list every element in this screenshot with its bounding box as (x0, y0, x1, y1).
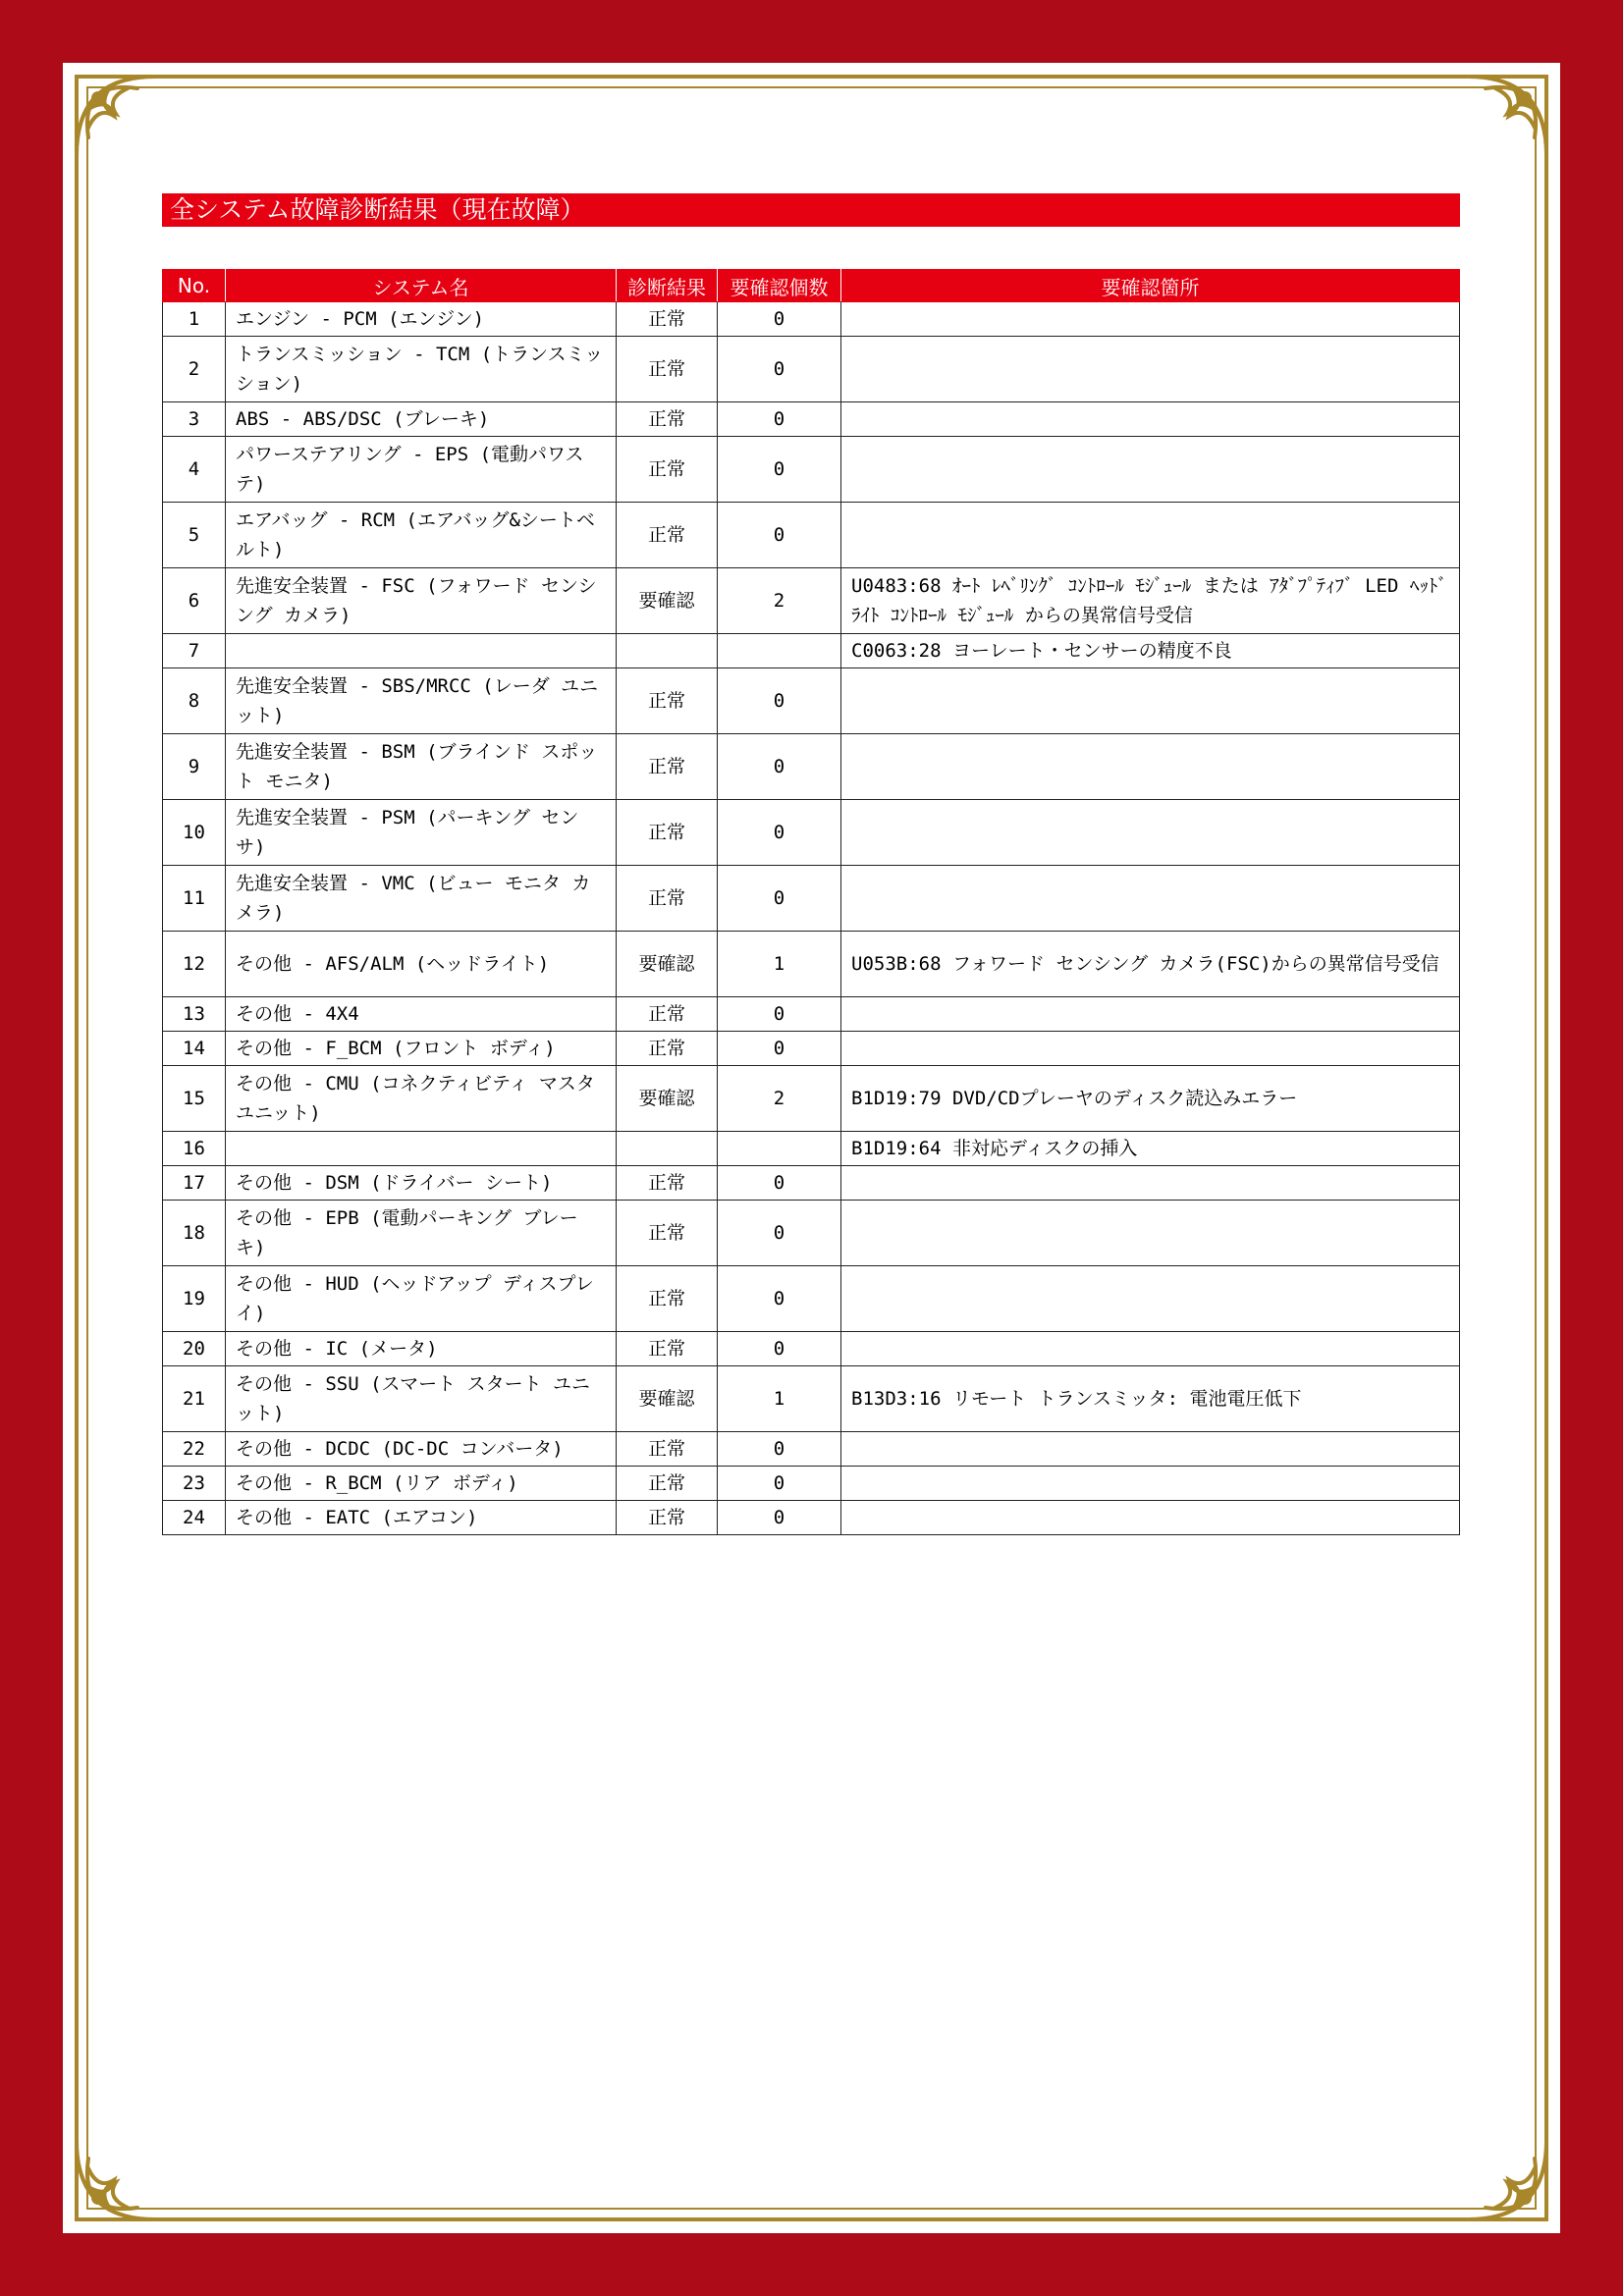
header-location: 要確認箇所 (841, 270, 1460, 302)
table-row (163, 437, 1460, 503)
table-row (163, 1132, 1460, 1166)
row-location (841, 402, 1460, 437)
row-no: 1 (163, 302, 226, 337)
row-location (841, 1332, 1460, 1366)
row-result: 要確認 (617, 1066, 718, 1132)
row-no: 9 (163, 734, 226, 800)
row-count: 0 (718, 1266, 841, 1332)
table-row (163, 634, 1460, 668)
header-result: 診断結果 (617, 270, 718, 302)
row-result: 正常 (617, 1432, 718, 1467)
row-location (841, 997, 1460, 1032)
row-count: 0 (718, 1501, 841, 1535)
row-location: B1D19:64 非対応ディスクの挿入 (841, 1132, 1460, 1166)
table-row (163, 800, 1460, 866)
row-result: 正常 (617, 437, 718, 503)
row-count: 0 (718, 503, 841, 568)
row-count (718, 1132, 841, 1166)
row-result: 正常 (617, 734, 718, 800)
table-row (163, 503, 1460, 568)
row-count: 0 (718, 402, 841, 437)
row-location (841, 866, 1460, 932)
row-no: 22 (163, 1432, 226, 1467)
row-system-name: その他 - EATC (エアコン) (226, 1501, 617, 1535)
row-location: U053B:68 フォワード センシング カメラ(FSC)からの異常信号受信 (841, 932, 1460, 997)
row-result: 正常 (617, 1032, 718, 1066)
row-count: 0 (718, 1332, 841, 1366)
row-location (841, 1432, 1460, 1467)
row-result: 要確認 (617, 1366, 718, 1432)
row-count: 0 (718, 337, 841, 402)
row-no: 13 (163, 997, 226, 1032)
row-system-name: その他 - SSU (スマート スタート ユニット) (226, 1366, 617, 1432)
row-no: 11 (163, 866, 226, 932)
table-row (163, 1432, 1460, 1467)
row-no: 23 (163, 1467, 226, 1501)
row-location (841, 302, 1460, 337)
table-row (163, 1032, 1460, 1066)
table-row (163, 568, 1460, 634)
table-row (163, 668, 1460, 734)
row-no: 15 (163, 1066, 226, 1132)
row-location: C0063:28 ヨーレート・センサーの精度不良 (841, 634, 1460, 668)
row-count: 0 (718, 668, 841, 734)
row-system-name: その他 - EPB (電動パーキング ブレーキ) (226, 1201, 617, 1266)
row-result: 正常 (617, 800, 718, 866)
row-system-name: その他 - CMU (コネクティビティ マスタ ユニット) (226, 1066, 617, 1132)
table-row (163, 1066, 1460, 1132)
table-header-row (163, 270, 1460, 302)
table-row (163, 866, 1460, 932)
row-location (841, 437, 1460, 503)
row-location (841, 1166, 1460, 1201)
row-system-name: その他 - R_BCM (リア ボディ) (226, 1467, 617, 1501)
row-location (841, 1501, 1460, 1535)
row-system-name: 先進安全装置 - PSM (パーキング センサ) (226, 800, 617, 866)
row-system-name: ABS - ABS/DSC (ブレーキ) (226, 402, 617, 437)
row-no: 10 (163, 800, 226, 866)
corner-ornament-bottom-right-icon (1460, 2133, 1554, 2227)
row-result: 正常 (617, 1201, 718, 1266)
row-system-name: その他 - 4X4 (226, 997, 617, 1032)
corner-ornament-bottom-left-icon (69, 2133, 163, 2227)
row-location (841, 1032, 1460, 1066)
row-count: 1 (718, 932, 841, 997)
row-count: 0 (718, 1032, 841, 1066)
row-no: 3 (163, 402, 226, 437)
row-system-name: その他 - IC (メータ) (226, 1332, 617, 1366)
row-no: 16 (163, 1132, 226, 1166)
row-result: 正常 (617, 668, 718, 734)
row-system-name: エンジン - PCM (エンジン) (226, 302, 617, 337)
row-count (718, 634, 841, 668)
row-location (841, 337, 1460, 402)
row-result: 要確認 (617, 932, 718, 997)
corner-ornament-top-right-icon (1460, 69, 1554, 163)
row-location: U0483:68 ｵｰﾄ ﾚﾍﾞﾘﾝｸﾞ ｺﾝﾄﾛｰﾙ ﾓｼﾞｭｰﾙ または ｱﾀﾞﾌﾟﾃｨﾌﾞ LED ﾍｯﾄﾞﾗｲﾄ ｺﾝﾄﾛｰﾙ ﾓｼﾞｭｰﾙ からの異常信号受信 (841, 568, 1460, 634)
row-no: 6 (163, 568, 226, 634)
row-location (841, 668, 1460, 734)
row-system-name: 先進安全装置 - FSC (フォワード センシング カメラ) (226, 568, 617, 634)
table-row (163, 402, 1460, 437)
table-row (163, 932, 1460, 997)
row-system-name (226, 1132, 617, 1166)
report-page (63, 63, 1560, 2233)
row-system-name: その他 - HUD (ヘッドアップ ディスプレイ) (226, 1266, 617, 1332)
row-location (841, 1266, 1460, 1332)
row-location: B13D3:16 リモート トランスミッタ: 電池電圧低下 (841, 1366, 1460, 1432)
row-system-name (226, 634, 617, 668)
header-count: 要確認個数 (718, 270, 841, 302)
table-body (163, 302, 1460, 1535)
row-no: 8 (163, 668, 226, 734)
row-count: 0 (718, 997, 841, 1032)
header-no: No. (163, 270, 226, 302)
row-location (841, 734, 1460, 800)
row-no: 2 (163, 337, 226, 402)
row-count: 0 (718, 437, 841, 503)
row-system-name: パワーステアリング - EPS (電動パワステ) (226, 437, 617, 503)
row-system-name: エアバッグ - RCM (エアバッグ&シートベルト) (226, 503, 617, 568)
row-system-name: 先進安全装置 - VMC (ビュー モニタ カメラ) (226, 866, 617, 932)
header-system: システム名 (226, 270, 617, 302)
row-count: 0 (718, 866, 841, 932)
table-row (163, 1266, 1460, 1332)
table-row (163, 1332, 1460, 1366)
row-location: B1D19:79 DVD/CDプレーヤのディスク読込みエラー (841, 1066, 1460, 1132)
table-row (163, 734, 1460, 800)
table-row (163, 337, 1460, 402)
row-result (617, 634, 718, 668)
row-no: 17 (163, 1166, 226, 1201)
corner-ornament-top-left-icon (69, 69, 163, 163)
table-row (163, 1501, 1460, 1535)
row-result: 正常 (617, 1332, 718, 1366)
diagnosis-table (162, 269, 1460, 1535)
row-system-name: その他 - F_BCM (フロント ボディ) (226, 1032, 617, 1066)
row-location (841, 800, 1460, 866)
row-count: 0 (718, 734, 841, 800)
row-count: 0 (718, 1467, 841, 1501)
row-location (841, 1201, 1460, 1266)
table-row (163, 1201, 1460, 1266)
row-no: 12 (163, 932, 226, 997)
row-location (841, 1467, 1460, 1501)
row-system-name: その他 - AFS/ALM (ヘッドライト) (226, 932, 617, 997)
row-no: 20 (163, 1332, 226, 1366)
row-count: 0 (718, 800, 841, 866)
row-result: 正常 (617, 866, 718, 932)
row-result: 正常 (617, 402, 718, 437)
row-no: 19 (163, 1266, 226, 1332)
row-result: 正常 (617, 302, 718, 337)
row-no: 24 (163, 1501, 226, 1535)
row-system-name: その他 - DCDC (DC-DC コンバータ) (226, 1432, 617, 1467)
table-row (163, 1467, 1460, 1501)
row-result: 正常 (617, 1501, 718, 1535)
row-count: 0 (718, 1201, 841, 1266)
row-count: 1 (718, 1366, 841, 1432)
row-result: 要確認 (617, 568, 718, 634)
table-row (163, 997, 1460, 1032)
row-system-name: 先進安全装置 - BSM (ブラインド スポット モニタ) (226, 734, 617, 800)
row-result: 正常 (617, 1166, 718, 1201)
report-title: 全システム故障診断結果（現在故障） (162, 193, 1460, 227)
row-no: 5 (163, 503, 226, 568)
row-system-name: トランスミッション - TCM (トランスミッション) (226, 337, 617, 402)
row-system-name: 先進安全装置 - SBS/MRCC (レーダ ユニット) (226, 668, 617, 734)
table-row (163, 1366, 1460, 1432)
table-row (163, 302, 1460, 337)
row-result (617, 1132, 718, 1166)
row-count: 2 (718, 1066, 841, 1132)
row-no: 21 (163, 1366, 226, 1432)
row-result: 正常 (617, 1467, 718, 1501)
row-no: 7 (163, 634, 226, 668)
row-no: 14 (163, 1032, 226, 1066)
row-no: 4 (163, 437, 226, 503)
row-result: 正常 (617, 1266, 718, 1332)
row-count: 0 (718, 1432, 841, 1467)
row-count: 2 (718, 568, 841, 634)
row-no: 18 (163, 1201, 226, 1266)
row-location (841, 503, 1460, 568)
row-result: 正常 (617, 503, 718, 568)
table-row (163, 1166, 1460, 1201)
row-count: 0 (718, 1166, 841, 1201)
row-count: 0 (718, 302, 841, 337)
row-result: 正常 (617, 337, 718, 402)
row-system-name: その他 - DSM (ドライバー シート) (226, 1166, 617, 1201)
row-result: 正常 (617, 997, 718, 1032)
